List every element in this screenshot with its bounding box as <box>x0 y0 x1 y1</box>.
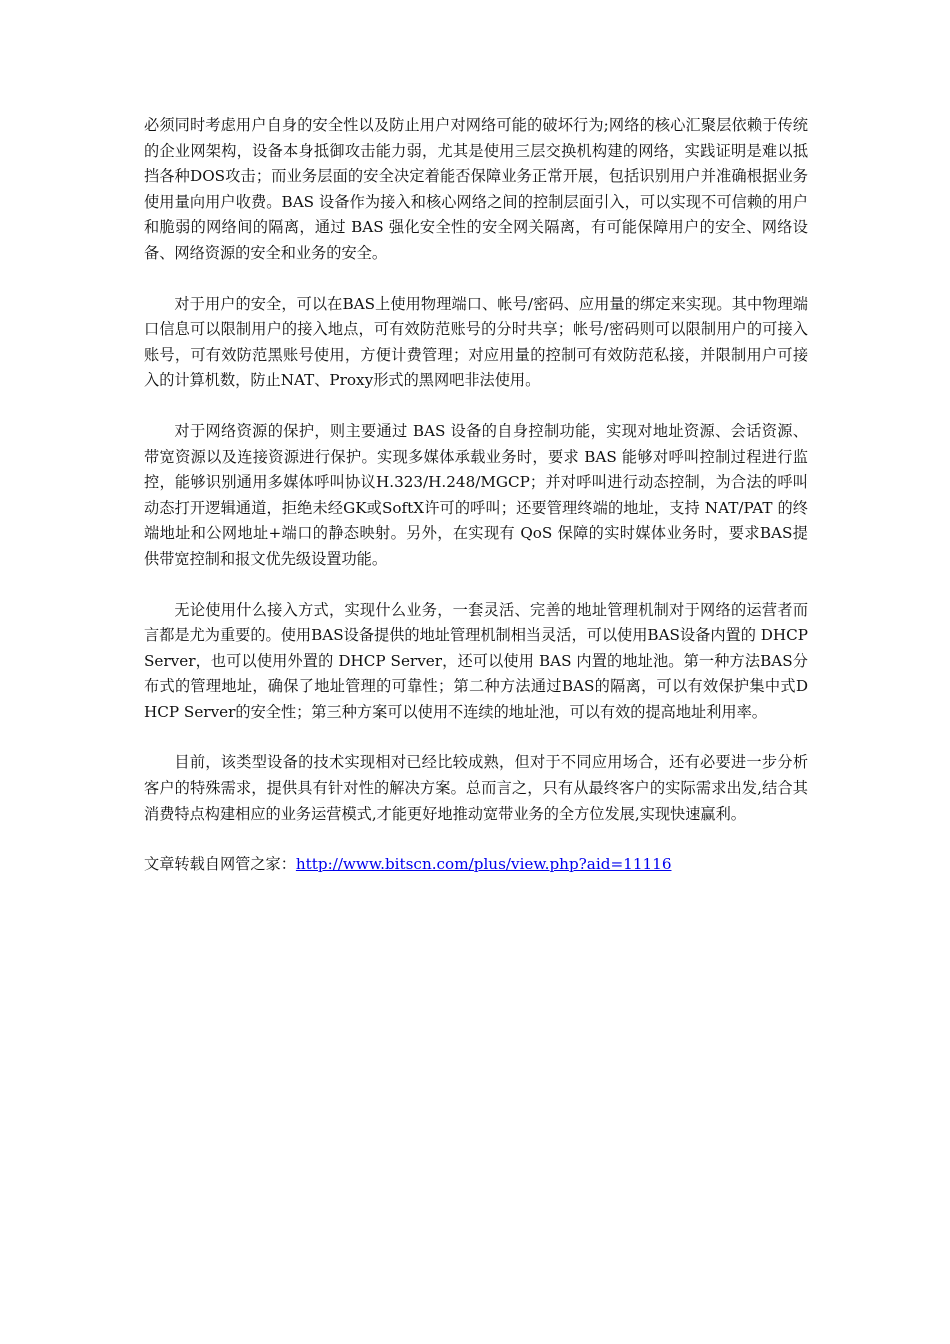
source-link[interactable]: http://www.bitscn.com/plus/view.php?aid=11116 <box>295 855 672 874</box>
source-label: 文章转载自网管之家： <box>144 855 296 874</box>
paragraph-user-security: 对于用户的安全，可以在BAS上使用物理端口、帐号/密码、应用量的绑定来实现。其中物理端口信息可以限制用户的接入地点，可有效防范账号的分时共享；帐号/密码则可以限制用户的可接入账号，可有效防范黑账号使用，方便计费管理；对应用量的控制可有效防范私接，并限制用户可接入的计算机数，防止NAT、Proxy形式的黑网吧非法使用。 <box>144 294 808 390</box>
paragraph-security-overview: 必须同时考虑用户自身的安全性以及防止用户对网络可能的破坏行为;网络的核心汇聚层依赖于传统的企业网架构，设备本身抵御攻击能力弱，尤其是使用三层交换机构建的网络，实践证明是难以抵挡各种DOS攻击；而业务层面的安全决定着能否保障业务正常开展，包括识别用户并准确根据业务使用量向用户收费。BAS 设备作为接入和核心网络之间的控制层面引入，可以实现不可信赖的用户和脆弱的网络间的隔离，通过 BAS 强化安全性的安全网关隔离，有可能保障用户的安全、网络设备、网络资源的安全和业务的安全。 <box>144 116 808 262</box>
source-attribution <box>144 852 808 878</box>
paragraph-address-management: 无论使用什么接入方式，实现什么业务，一套灵活、完善的地址管理机制对于网络的运营者而言都是尤为重要的。使用BAS设备提供的地址管理机制相当灵活，可以使用BAS设备内置的 DHCP Server，也可以使用外置的 DHCP Server，还可以使用 BAS 内置的地址池。第一种方法BAS分布式的管理地址，确保了地址管理的可靠性；第二种方法通过BAS的隔离，可以有效保护集中式DHCP Server的安全性；第三种方案可以使用不连续的地址池，可以有效的提高地址利用率。 <box>144 600 808 721</box>
paragraph-conclusion: 目前，该类型设备的技术实现相对已经比较成熟，但对于不同应用场合，还有必要进一步分析客户的特殊需求，提供具有针对性的解决方案。总而言之，只有从最终客户的实际需求出发,结合其消费特点构建相应的业务运营模式,才能更好地推动宽带业务的全方位发展,实现快速赢利。 <box>144 753 808 823</box>
paragraph-network-resource-protection: 对于网络资源的保护，则主要通过 BAS 设备的自身控制功能，实现对地址资源、会话资源、带宽资源以及连接资源进行保护。实现多媒体承载业务时，要求 BAS 能够对呼叫控制过程进行监控，能够识别通用多媒体呼叫协议H.323/H.248/MGCP；并对呼叫进行动态控制，为合法的呼叫动态打开逻辑通道，拒绝未经GK或SoftX许可的呼叫；还要管理终端的地址，支持 NAT/PAT 的终端地址和公网地址+端口的静态映射。另外，在实现有 QoS 保障的实时媒体业务时，要求BAS提供带宽控制和报文优先级设置功能。 <box>144 421 808 568</box>
document-page <box>144 113 808 878</box>
